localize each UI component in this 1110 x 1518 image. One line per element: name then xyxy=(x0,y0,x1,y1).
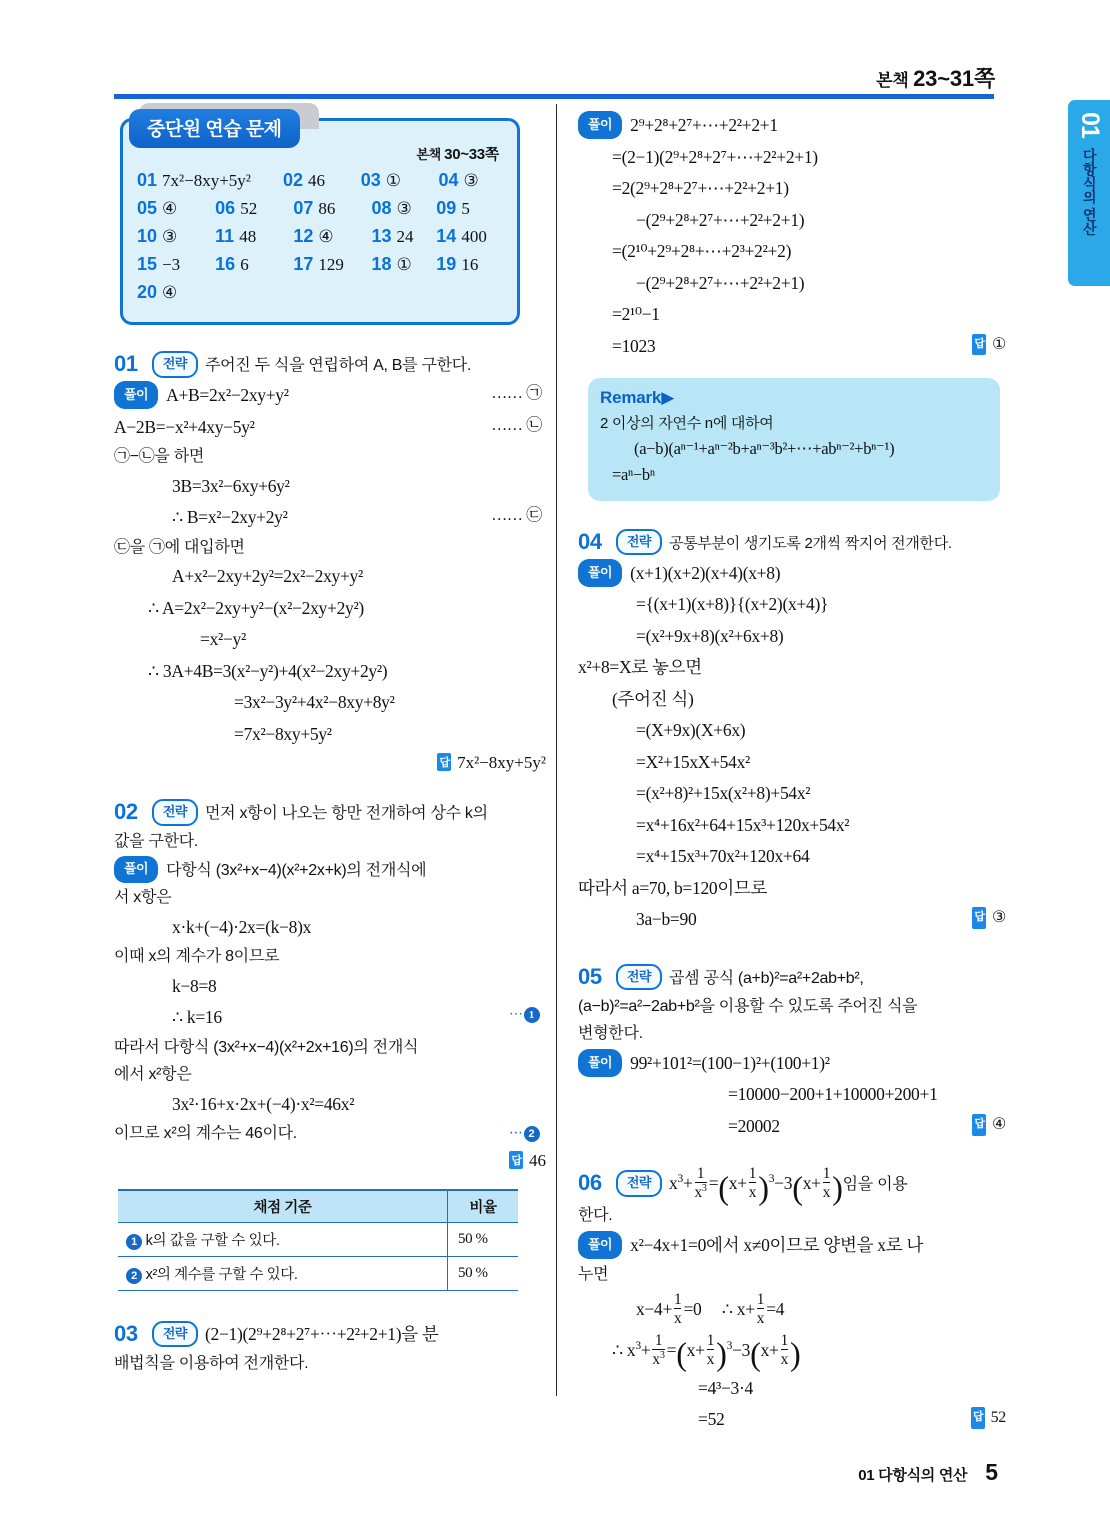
scoring-criterion-cell xyxy=(118,1222,448,1256)
equation: A+B=2x²−2xy+y² xyxy=(166,385,289,405)
answer-item xyxy=(361,170,439,191)
equation: =1023 xyxy=(612,335,656,356)
answer-value: 400 xyxy=(461,227,487,246)
solution-line: ㉢을 ㉠에 대입하면 xyxy=(114,538,245,556)
problem-number: 04 xyxy=(578,528,602,554)
answer-item xyxy=(371,226,436,247)
answer-item xyxy=(293,198,371,219)
answer-value: ④ xyxy=(162,283,178,302)
solution-line: 누면 xyxy=(578,1266,609,1284)
solution-line: =(2−1)(2⁹+2⁸+2⁷+⋯+2²+2+1) xyxy=(612,146,818,167)
answers-ref-suffix: 쪽 xyxy=(484,146,499,163)
answer-item xyxy=(371,198,436,219)
header-reference xyxy=(876,62,995,93)
step-marker: ⋯ 2 xyxy=(509,1120,540,1144)
answer-item xyxy=(293,254,371,275)
step-marker: ⋯ 1 xyxy=(509,1002,540,1027)
problem-03-header xyxy=(114,1317,546,1350)
equation: =52 xyxy=(698,1409,725,1430)
equation: A−2B=−x²+4xy−5y² xyxy=(114,416,255,437)
answer-value: ① xyxy=(396,255,412,274)
solution-line: 3x²·16+x·2x+(−4)·x²=46x² xyxy=(172,1093,355,1114)
answer-number: 15 xyxy=(137,254,158,274)
answer-value: ③ xyxy=(991,909,1006,927)
solution-line xyxy=(578,558,1010,590)
answers-row xyxy=(137,170,503,191)
strategy-text: 주어진 두 식을 연립하여 A, B를 구한다. xyxy=(205,357,472,374)
answers-row xyxy=(137,198,503,219)
equation: x²−4x+1=0에서 x≠0이므로 양변을 x로 나 xyxy=(630,1234,924,1255)
triangle-right-icon: ▶ xyxy=(661,388,675,407)
problem-03-solution xyxy=(578,110,1010,362)
solution-line: −(2⁹+2⁸+2⁷+⋯+2²+2+1) xyxy=(636,272,805,293)
answer-item xyxy=(436,254,503,275)
problem-05 xyxy=(578,960,1010,1143)
equation-tag: …… ㉠ xyxy=(491,385,542,402)
answer-value: ③ xyxy=(463,171,479,190)
chapter-side-tab-name: 다항식의 연산 xyxy=(1081,148,1098,237)
step-marker-1: 1 xyxy=(126,1234,142,1250)
strategy-badge: 전략 xyxy=(616,1170,662,1197)
problem-04-header xyxy=(578,525,1010,558)
answer-item xyxy=(439,170,503,191)
solution-line: 이때 x의 계수가 8이므로 xyxy=(114,948,280,966)
page-footer xyxy=(0,1459,1110,1486)
answer-number: 19 xyxy=(436,254,457,274)
answer-item xyxy=(215,198,293,219)
strategy-text-cont: 변형한다. xyxy=(578,1025,643,1043)
answers-summary-box xyxy=(120,118,520,325)
solution-line xyxy=(114,412,546,444)
answer-value: 16 xyxy=(461,255,479,274)
scoring-ratio-cell: 50 % xyxy=(448,1222,519,1256)
remark-title xyxy=(600,388,988,408)
problem-03 xyxy=(114,1317,546,1378)
final-answer xyxy=(972,331,1006,360)
strategy-text-cont: 배법칙을 이용하여 전개한다. xyxy=(114,1354,309,1372)
remark-line: =aⁿ−bⁿ xyxy=(612,465,655,485)
final-answer xyxy=(114,1151,546,1171)
solution-line xyxy=(578,904,1010,936)
step-marker-2: 2 xyxy=(126,1268,142,1284)
answer-item xyxy=(137,282,219,303)
solution-line xyxy=(578,1111,1010,1143)
answer-value: 46 xyxy=(308,171,326,190)
answer-number: 10 xyxy=(137,226,158,246)
remark-line: (a−b)(aⁿ⁻¹+aⁿ⁻²b+aⁿ⁻³b²+⋯+abⁿ⁻²+bⁿ⁻¹) xyxy=(634,439,895,458)
answer-number: 17 xyxy=(293,254,314,274)
scoring-ratio-cell: 50 % xyxy=(448,1256,519,1290)
answer-number: 04 xyxy=(438,170,459,190)
answers-ref-prefix: 본책 xyxy=(416,147,445,162)
solution-line: =(2¹⁰+2⁹+2⁸+⋯+2³+2²+2) xyxy=(612,241,792,261)
left-column xyxy=(114,104,546,1377)
table-row xyxy=(118,1256,518,1290)
strategy-text-cont: 값을 구한다. xyxy=(114,833,199,851)
solution-badge: 풀이 xyxy=(578,559,622,587)
solution-line: 서 x항은 xyxy=(114,889,172,907)
answer-number: 03 xyxy=(360,170,381,190)
final-answer xyxy=(114,753,546,773)
chapter-side-tab xyxy=(1068,100,1110,286)
solution-line: A+x²−2xy+2y²=2x²−2xy+y² xyxy=(172,566,363,587)
solution-line: =2(2⁹+2⁸+2⁷+⋯+2²+2+1) xyxy=(612,178,789,198)
answer-icon: 답 xyxy=(972,1114,986,1136)
solution-line: =x⁴+16x²+64+15x³+120x+54x² xyxy=(636,814,850,835)
table-row xyxy=(118,1222,518,1256)
answer-number: 20 xyxy=(137,282,158,302)
problem-number: 03 xyxy=(114,1320,138,1346)
strategy-text: 공통부분이 생기도록 2개씩 짝지어 전개한다. xyxy=(669,534,952,552)
solution-line xyxy=(578,110,1010,142)
solution-line xyxy=(578,331,1010,363)
problem-06-header xyxy=(578,1165,1010,1207)
solution-badge: 풀이 xyxy=(578,1049,622,1077)
solution-line: =x²−y² xyxy=(200,629,246,650)
answer-value: 24 xyxy=(396,227,414,246)
problem-01 xyxy=(114,347,546,773)
equation: =20002 xyxy=(728,1115,780,1136)
problem-05-header xyxy=(578,960,1010,993)
page-header xyxy=(0,62,1110,98)
solution-line: =2¹⁰−1 xyxy=(612,304,660,324)
problem-number: 01 xyxy=(114,351,138,376)
answer-number: 08 xyxy=(371,198,392,218)
answer-value: 86 xyxy=(318,199,336,218)
answer-item xyxy=(436,198,503,219)
strategy-badge: 전략 xyxy=(152,799,198,826)
answers-row xyxy=(137,254,503,275)
answer-value: 52 xyxy=(990,1409,1006,1427)
equation: (x+1)(x+2)(x+4)(x+8) xyxy=(630,562,781,583)
scoring-table xyxy=(118,1189,518,1291)
solution-line: x²+8=X로 놓으면 xyxy=(578,657,702,678)
solution-line: 따라서 다항식 (3x²+x−4)(x²+2x+16)의 전개식 xyxy=(114,1038,419,1056)
answer-item xyxy=(137,198,215,219)
solution-badge: 풀이 xyxy=(578,1231,622,1259)
strategy-badge: 전략 xyxy=(616,529,662,556)
solution-badge: 풀이 xyxy=(114,381,158,409)
answer-number: 14 xyxy=(436,226,457,246)
answer-value: ④ xyxy=(991,1115,1006,1133)
solution-line: −(2⁹+2⁸+2⁷+⋯+2²+2+1) xyxy=(636,209,805,230)
final-answer xyxy=(971,1404,1006,1433)
equation: 2⁹+2⁸+2⁷+⋯+2²+2+1 xyxy=(630,115,778,135)
solution-line xyxy=(578,1404,1010,1436)
equation: 다항식 (3x²+x−4)(x²+2x+k)의 전개식에 xyxy=(166,861,427,879)
equation-tag: …… ㉢ xyxy=(491,507,542,525)
answer-item xyxy=(436,226,503,247)
solution-line xyxy=(114,1002,546,1034)
criterion-text: x²의 계수를 구할 수 있다. xyxy=(145,1266,298,1283)
solution-line xyxy=(114,502,546,534)
problem-01-header xyxy=(114,347,546,380)
strategy-text-cont: (a−b)²=a²−2ab+b²을 이용할 수 있도록 주어진 식을 xyxy=(578,997,918,1015)
answer-value: ④ xyxy=(162,199,178,218)
strategy-text-cont: 한다. xyxy=(578,1207,613,1225)
answer-number: 11 xyxy=(215,226,235,246)
answer-number: 05 xyxy=(137,198,158,218)
footer-page-number: 5 xyxy=(985,1459,998,1485)
solution-line: (주어진 식) xyxy=(612,688,694,709)
solution-line: =(X+9x)(X+6x) xyxy=(636,720,746,741)
strategy-text: 곱셈 공식 (a+b)²=a²+2ab+b², xyxy=(669,969,864,987)
strategy-text: 먼저 x항이 나오는 항만 전개하여 상수 k의 xyxy=(205,805,488,823)
solution-line xyxy=(114,380,546,412)
solution-line: x·k+(−4)·2x=(k−8)x xyxy=(172,916,312,937)
solution-line: ㉠−㉡을 하면 xyxy=(114,448,205,465)
header-reference-suffix: 쪽 xyxy=(973,66,995,91)
answer-item xyxy=(293,226,371,247)
step-marker-2: 2 xyxy=(524,1126,540,1142)
solution-line: ={(x+1)(x+8)}{(x+2)(x+4)} xyxy=(636,594,829,615)
answer-value: 52 xyxy=(240,199,258,218)
criterion-text: k의 값을 구할 수 있다. xyxy=(145,1232,280,1249)
final-answer xyxy=(972,904,1006,933)
answer-value: ① xyxy=(991,335,1006,353)
solution-line: =10000−200+1+10000+200+1 xyxy=(728,1084,938,1105)
answer-icon: 답 xyxy=(972,907,986,929)
solution-line: ∴ A=2x²−2xy+y²−(x²−2xy+2y²) xyxy=(148,597,364,618)
answer-value: 6 xyxy=(240,255,249,274)
solution-line: =3x²−3y²+4x²−8xy+8y² xyxy=(234,692,395,713)
answer-number: 06 xyxy=(215,198,236,218)
answers-row xyxy=(137,226,503,247)
answers-ref-range: 30~33 xyxy=(444,146,485,163)
solution-line: =(x²+8)²+15x(x²+8)+54x² xyxy=(636,783,811,804)
header-reference-range: 23~31 xyxy=(913,66,974,91)
solution-line xyxy=(578,1230,1010,1262)
answer-value: 48 xyxy=(239,227,257,246)
solution-line xyxy=(114,856,546,885)
answer-value: ① xyxy=(385,171,402,190)
answer-value: ④ xyxy=(318,227,334,246)
equation: ∴ k=16 xyxy=(172,1007,222,1028)
solution-line: =X²+15xX+54x² xyxy=(636,751,750,772)
solution-badge: 풀이 xyxy=(578,111,622,139)
solution-line: =(x²+9x+8)(x²+6x+8) xyxy=(636,625,784,646)
problem-02-header xyxy=(114,795,546,828)
header-reference-prefix: 본책 xyxy=(876,71,914,90)
answer-value: 7x²−8xy+5y² xyxy=(162,171,251,190)
step-marker-1: 1 xyxy=(524,1007,540,1023)
answer-number: 01 xyxy=(137,170,158,190)
equation: 3a−b=90 xyxy=(636,909,697,930)
scoring-table-header-row xyxy=(118,1190,518,1223)
answer-value: 129 xyxy=(318,255,344,274)
strategy-text: (2−1)(2⁹+2⁸+2⁷+⋯+2²+2+1)을 분 xyxy=(205,1323,439,1344)
answers-row xyxy=(137,282,503,303)
equation-tag: …… ㉡ xyxy=(491,416,542,434)
equation: 99²+101²=(100−1)²+(100+1)² xyxy=(630,1052,830,1073)
solution-line: =7x²−8xy+5y² xyxy=(234,723,332,744)
answer-item xyxy=(215,254,293,275)
solution-line: k−8=8 xyxy=(172,975,217,996)
answer-item xyxy=(283,170,361,191)
answer-item xyxy=(371,254,436,275)
solution-line: ∴ $x^3+$ $\frac{1}{x^3}$ =(x+ $\frac{1}{x}$ )$^3$−3(x+ $\frac{1}{x}$ ) xyxy=(612,1331,801,1374)
strategy-badge: 전략 xyxy=(152,351,198,378)
remark-line: 2 이상의 자연수 n에 대하여 xyxy=(600,415,774,432)
answer-icon: 답 xyxy=(971,1407,985,1429)
problem-02 xyxy=(114,795,546,1291)
strategy-text: 임을 이용 xyxy=(842,1176,908,1194)
answer-value: ③ xyxy=(396,199,412,218)
answer-item xyxy=(137,254,215,275)
answer-item xyxy=(137,226,215,247)
remark-title-text: Remark xyxy=(600,388,662,407)
answer-value: 7x²−8xy+5y² xyxy=(457,753,546,773)
solution-line: 에서 x²항은 xyxy=(114,1066,192,1084)
answer-icon: 답 xyxy=(509,1151,523,1169)
answer-icon: 답 xyxy=(437,753,451,771)
answer-value: 46 xyxy=(529,1150,546,1170)
header-rule xyxy=(114,94,994,99)
answers-box-title: 중단원 연습 문제 xyxy=(129,109,300,148)
solution-line: ∴ 3A+4B=3(x²−y²)+4(x²−2xy+2y²) xyxy=(148,660,388,681)
answer-number: 18 xyxy=(371,254,392,274)
problem-number: 06 xyxy=(578,1170,602,1196)
answer-value: 5 xyxy=(461,199,470,218)
solution-line: =x⁴+15x³+70x²+120x+64 xyxy=(636,846,810,867)
problem-06 xyxy=(578,1166,1010,1435)
strategy-formula: $x^3+$ $\frac{1}{x^3}$ =(x+ $\frac{1}{x}$ )$^3$−3(x+ $\frac{1}{x}$ ) xyxy=(669,1165,843,1207)
solution-line: 따라서 a=70, b=120이므로 xyxy=(578,877,768,898)
equation: ∴ B=x²−2xy+2y² xyxy=(172,507,288,528)
answer-icon: 답 xyxy=(972,334,986,356)
answer-value: ③ xyxy=(162,227,178,246)
chapter-side-tab-number: 01 xyxy=(1075,112,1104,138)
solution-badge: 풀이 xyxy=(114,856,158,883)
scoring-table-header-ratio: 비율 xyxy=(448,1190,519,1223)
column-divider xyxy=(556,104,557,1396)
strategy-badge: 전략 xyxy=(616,964,662,991)
answer-number: 16 xyxy=(215,254,236,274)
answer-number: 13 xyxy=(371,226,392,246)
scoring-criterion-cell xyxy=(118,1256,448,1290)
remark-box xyxy=(588,378,1000,501)
solution-line: x−4+ $\frac{1}{x}$ =0 ∴ x+ $\frac{1}{x}$ =4 xyxy=(636,1290,785,1327)
scoring-table-header-criterion: 채점 기준 xyxy=(118,1190,448,1223)
solution-line xyxy=(578,1048,1010,1080)
right-column xyxy=(578,104,1010,1436)
chapter-side-tab-text xyxy=(1075,112,1103,236)
answer-number: 12 xyxy=(293,226,314,246)
answer-value: −3 xyxy=(162,255,181,274)
answer-number: 07 xyxy=(293,198,314,218)
answer-item xyxy=(215,226,293,247)
solution-line: =4³−3·4 xyxy=(698,1377,753,1398)
problem-04 xyxy=(578,525,1010,936)
answer-number: 09 xyxy=(436,198,457,218)
problem-number: 05 xyxy=(578,963,602,989)
footer-chapter: 01 다항식의 연산 xyxy=(858,1467,968,1484)
problem-number: 02 xyxy=(114,799,138,825)
answer-number: 02 xyxy=(283,170,304,190)
final-answer xyxy=(972,1111,1006,1140)
equation: 이므로 x²의 계수는 46이다. xyxy=(114,1125,297,1143)
solution-line: 3B=3x²−6xy+6y² xyxy=(172,475,290,496)
strategy-badge: 전략 xyxy=(152,1321,198,1348)
solution-line xyxy=(114,1120,546,1148)
answer-item xyxy=(137,170,283,191)
